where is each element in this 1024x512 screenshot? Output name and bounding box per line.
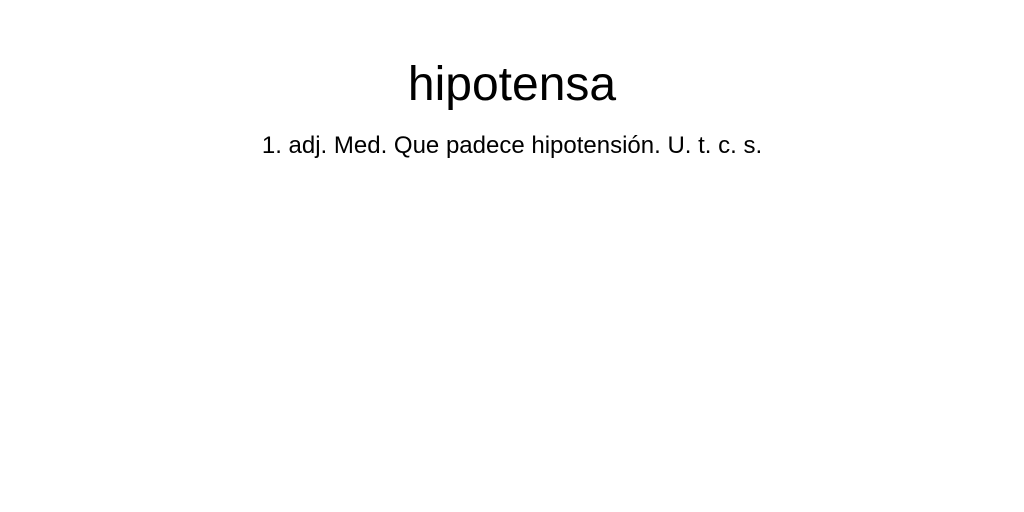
entry-definition: 1. adj. Med. Que padece hipotensión. U. t. c. s. xyxy=(261,132,763,159)
entry-headword: hipotensa xyxy=(407,58,617,111)
